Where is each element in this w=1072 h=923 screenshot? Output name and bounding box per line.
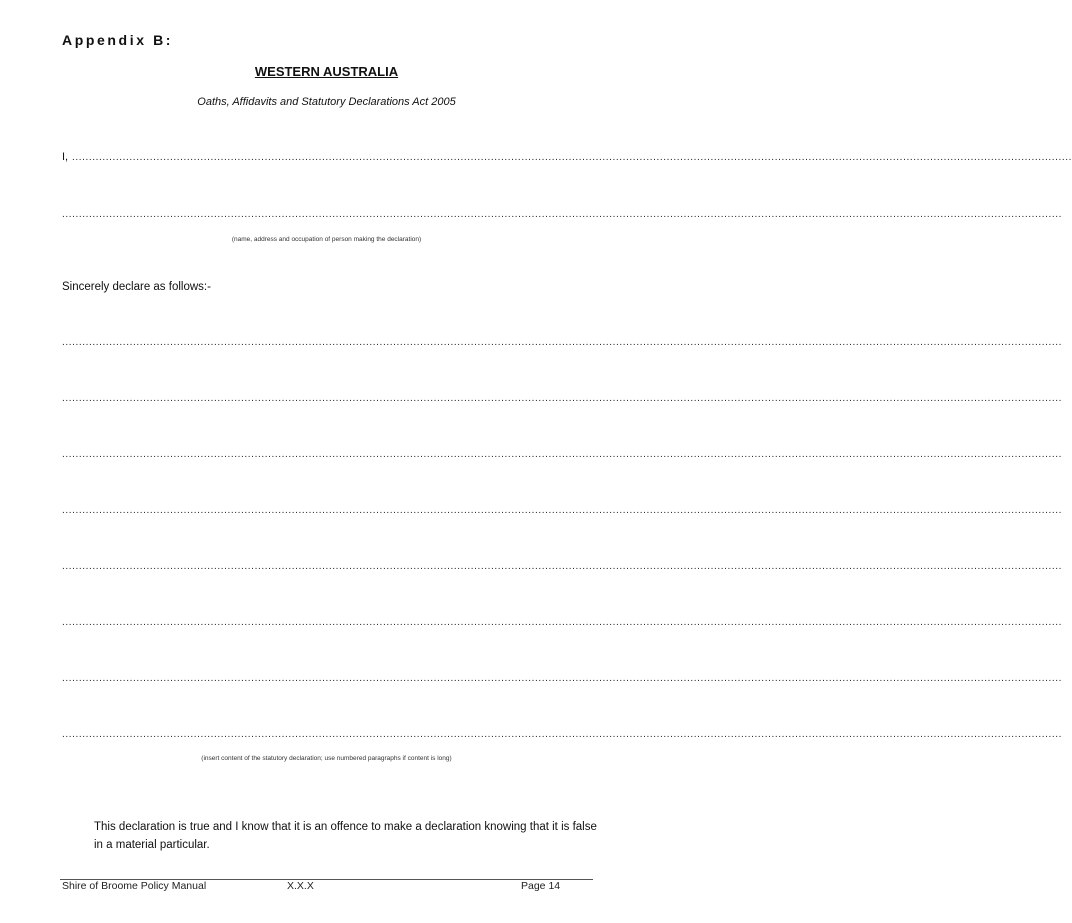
declare-intro: Sincerely declare as follows:- <box>62 281 211 293</box>
content-line-1: ........................................................................................................................................................................................................................................................................................................ <box>62 337 1062 348</box>
content-line-8: ........................................................................................................................................................................................................................................................................................................ <box>62 729 1062 740</box>
content-line-3: ........................................................................................................................................................................................................................................................................................................ <box>62 449 1062 460</box>
content-line-6: ........................................................................................................................................................................................................................................................................................................ <box>62 617 1062 628</box>
appendix-heading: Appendix B: <box>62 32 174 48</box>
title-text: WESTERN AUSTRALIA <box>254 64 399 79</box>
footer-manual-name: Shire of Broome Policy Manual <box>62 880 207 892</box>
content-line-2: ........................................................................................................................................................................................................................................................................................................ <box>62 393 1062 404</box>
act-subtitle: Oaths, Affidavits and Statutory Declarations Act 2005 <box>197 96 456 108</box>
content-line-7: ........................................................................................................................................................................................................................................................................................................ <box>62 673 1062 684</box>
footer-page-number: Page 14 <box>521 880 561 892</box>
content-line-5: ........................................................................................................................................................................................................................................................................................................ <box>62 561 1062 572</box>
declarant-line-2: ........................................................................................................................................................................................................................................................................................................ <box>62 209 1062 220</box>
declarant-hint: (name, address and occupation of person making the declaration) <box>231 236 422 243</box>
content-hint: (insert content of the statutory declaration; use numbered paragraphs if content is long) <box>201 755 452 762</box>
document-title <box>0 64 653 79</box>
declarant-line-1: ........................................................................................................................................................................................................................................................................................................ <box>72 152 1072 163</box>
content-line-4: ........................................................................................................................................................................................................................................................................................................ <box>62 505 1062 516</box>
declarant-prefix: I, <box>62 151 69 163</box>
footer-policy-number: X.X.X <box>287 880 314 892</box>
closing-declaration: This declaration is true and I know that it is an offence to make a declaration knowing that it is false in a material particular. <box>94 821 597 851</box>
